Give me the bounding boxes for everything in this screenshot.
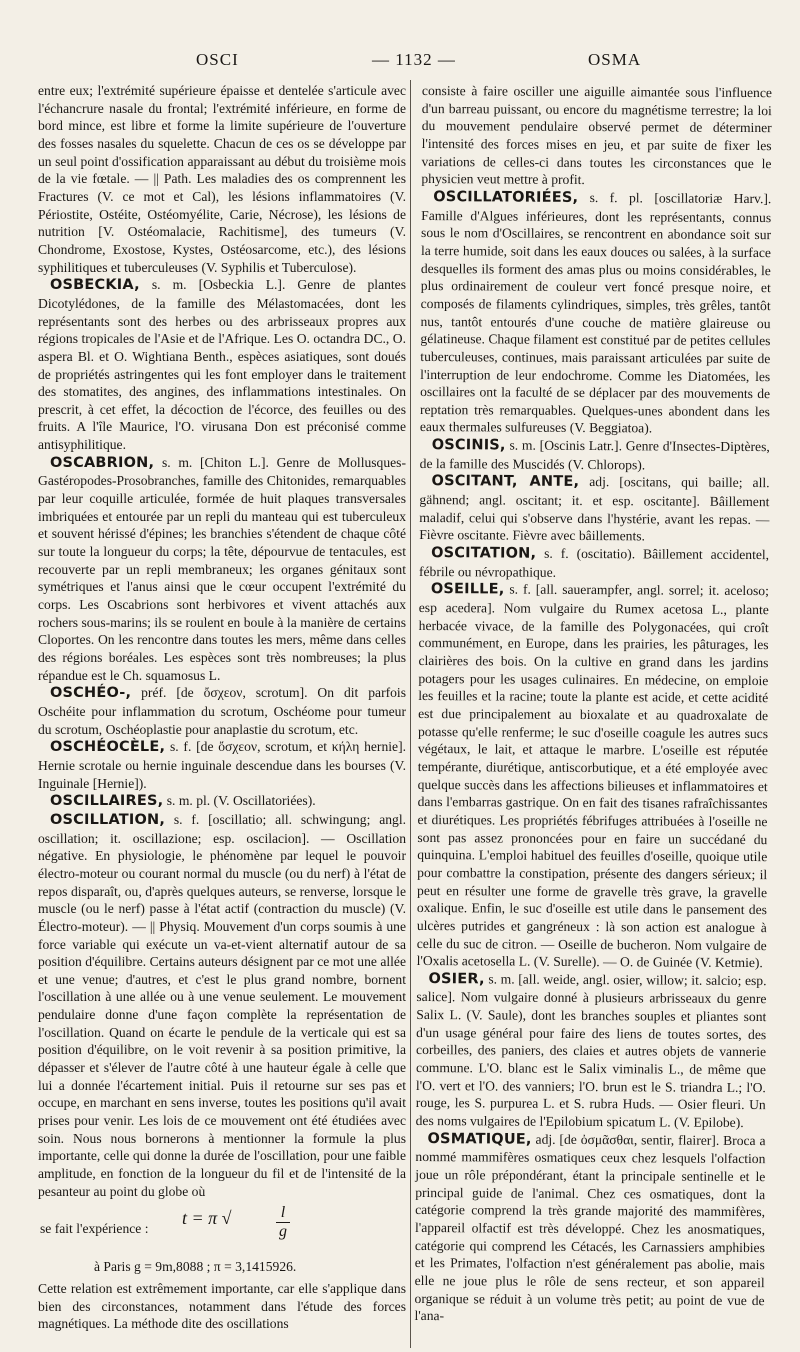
formula-numerator: l xyxy=(276,1204,290,1223)
headword: OSEILLE, xyxy=(430,581,505,598)
headword: OSCHÉO-, xyxy=(50,685,132,702)
headword: OSCITATION, xyxy=(431,545,537,562)
formula-denominator: g xyxy=(279,1223,287,1240)
page-number: — 1132 — xyxy=(372,50,456,69)
oscillation-continuation: consiste à faire osciller une aiguille aimantée sous l'influence d'un barreau puissant, ou encore du magnétisme terrestre; la loi du mouvement pendulaire observé permet de déterminer l'intensité des forces mises en jeu, et par suite de fixer les variations de celles-ci dans toutes les circonstances que le physicien veut mettre à profit. xyxy=(421,82,772,188)
definition: adj. [de ὀσμᾶσθαι, sentir, flairer]. Broca a nommé mammifères osmatiques ceux chez lesquels l'olfaction joue un rôle prépondérant, étant la principale sentinelle et le principal guide de l'animal. Chez ces osmatiques, dont la catégorie comprend la très grande majorité des mammifères, l'appareil olfactif est très développé. Chez les anosmatiques, catégorie qui comprend les Cétacés, les Carnassiers amphibies et les Primates, l'olfaction n'est généralement pas abolie, mais elle ne joue plus le rôle de sens recteur, et son appareil organique se réduit à un volume très petit; au point de vue de l'ana- xyxy=(414,1131,766,1324)
definition: s. f. [de ὄσχεον, scrotum, et κήλη hernie]. Hernie scrotale ou hernie inguinale descendue dans les bourses (V. Inguinale [Hernie]). xyxy=(38,739,406,791)
definition: préf. [de ὄσχεον, scrotum]. On dit parfois Oschéite pour inflammation du scrotum, Oschéome pour tumeur du scrotum, Oschéoplastie pour anaplastie du scrotum, etc. xyxy=(38,685,406,737)
definition: s. f. pl. [oscillatoriæ Harv.]. Famille d'Algues inférieures, dont les représentants, connus sous le nom d'Oscillaires, se rencontrent en abondance soit sur la terre humide, soit dans les eaux douces ou salées, à la surface desquelles ils forment des amas plus ou moins considérables, le plus ordinairement de couleur vert foncé presque noire, et composés de filaments cylindriques, simples, très grêles, tantôt nus, tantôt entourés d'une couche de matière glaireuse ou gélatineuse. Chaque filament est constitué par de petites cellules tuberculeuses, continues, mais paraissant articulées par suite de l'interruption de leur endochrome. Comme les Diatomées, les oscillaires ont la faculté de se déplacer par des mouvements de reptation très remarquables. Quelques-unes abondent dans les eaux thermales sulfureuses (V. Beggiatoa). xyxy=(419,189,772,436)
headword: OSCINIS, xyxy=(431,437,506,454)
entry-oscillation xyxy=(38,811,406,1200)
definition: s. m. [all. weide, angl. osier, willow; it. salcio; esp. salice]. Nom vulgaire donné à plusieurs arbrisseaux du genre Salix L. (V. Saule), dont les branches souples et pliantes sont d'un usage général pour faire des liens de toutes sortes, des corbeilles, des paniers, des claies et autres objets de vannerie commune. L'O. blanc est le Salix viminalis L., de même que l'O. vert et l'O. des vanniers; l'O. brun est le S. triandra L.; l'O. rouge, les S. purpurea L. et S. rubra Huds. — Osier fleuri. Un des noms vulgaires de l'Epilobium spicatum L. (V. Epilobe). xyxy=(415,971,767,1131)
definition: s. m. [Chiton L.]. Genre de Mollusques-Gastéropodes-Prosobranches, famille des Chitonides, remarquables par leur coquille articulée, formée de huit plaques transversales imbriquées et entourée par un repli du manteau qui est tuberculeux et souvent hérissé d'épines; les branchies s'étendent de chaque côté sur toute la longueur du corps; la tête, dépourvue de tentacules, est recouverte par un repli membraneux; les organes génitaux sont symétriques et l'anus ainsi que le cœur occupent l'extrémité du corps. Les Oscabrions sont herbivores et vivent attachés aux rochers sous-marins; ils se roulent en boule à la manière de certains Cloportes. On les rencontre dans toutes les mers, même dans celles des régions boréales. Les espèces sont très nombreuses; la plus répandue est le Ch. squamosus L. xyxy=(38,454,406,683)
entry-oscheocele xyxy=(38,738,406,792)
entry-oscitant xyxy=(419,472,769,546)
entry-oscillatoriees xyxy=(420,188,772,438)
entry-osmatique xyxy=(414,1130,765,1327)
pendulum-formula xyxy=(38,1204,406,1256)
entry-oseille xyxy=(417,580,769,972)
headword: OSCABRION, xyxy=(50,454,155,471)
entry-oscillaires xyxy=(38,792,406,811)
entry-osbeckia xyxy=(38,276,406,454)
formula-label: se fait l'expérience : xyxy=(40,1221,149,1237)
headword: OSCITANT, ANTE, xyxy=(431,473,580,491)
definition: s. m. [Oscinis Latr.]. Genre d'Insectes-Diptères, de la famille des Muscidés (V. Chlorops). xyxy=(419,437,770,473)
definition: s. m. pl. (V. Oscillatoriées). xyxy=(166,793,316,809)
headword: OSBECKIA, xyxy=(50,277,140,294)
bone-continuation: entre eux; l'extrémité supérieure épaisse et dentelée s'articule avec l'échancrure nasale du frontal; l'extrémité inférieure, en forme de bord mince, est libre et forme la limite supérieure de l'ouverture des fosses nasales du squelette. Chacun de ces os se développe par un seul point d'ossification apparaissant au début du troisième mois de la vie fœtale. — || Path. Les maladies des os comprennent les Fractures (V. ce mot et Cal), les lésions inflammatoires (V. Périostite, Ostéite, Ostéomyélite, Carie, Nécrose), les lésions de nutrition [V. Ostéomalacie, Rachitisme], des tumeurs (V. Chondrome, Exostose, Kystes, Ostéosarcome, etc.), des lésions syphilitiques et tuberculeuses (V. Syphilis et Tuberculose). xyxy=(38,83,406,275)
definition: s. f. [oscillatio; all. schwingung; angl. oscillation; it. oscillazione; esp. oscilacion]. — Oscillation négative. En physiologie, le phénomène par lequel le pouvoir électro-moteur ou courant normal du muscle (ou du nerf) à l'état de repos disparaît, ou, d'après quelques auteurs, se renverse, lorsque le muscle (ou le nerf) passe à l'état actif (contraction du muscle) (V. Électro-moteur). — || Physiq. Mouvement d'un corps soumis à une force variable qui exécute un va-et-vient alternatif autour de sa position d'équilibre. Certains auteurs désignent par ce mot une allée et une venue; d'autres, et c'est le plus grand nombre, bornent l'oscillation à une allée ou à une venue seulement. Le mouvement pendulaire donne d'une façon complète la représentation de l'oscillation. Quand on écarte le pendule de la verticale qui est sa position d'équilibre, on le voit revenir à sa position primitive, la dépasser et s'élever de l'autre côté à une hauteur égale à celle que lui a donnée l'écartement initial. Puis il retourne sur ses pas et occupe, en marchant en sens inverse, toutes les positions qu'il avait prises pour venir. Les lois de ce mouvement ont été étudiées avec soin. Nous nous bornerons à mentionner la formule la plus importante, celle qui donne la durée de l'oscillation, pour une faible amplitude, en fonction de la longueur du fil et de l'intensité de la pesanteur au point du globe où xyxy=(38,811,406,1199)
paris-constants: à Paris g = 9m,8088 ; π = 3,1415926. xyxy=(94,1259,297,1275)
entry-oscinis xyxy=(420,436,770,474)
page-header xyxy=(0,46,800,76)
header-left-word: OSCI xyxy=(196,50,239,69)
entry-osier xyxy=(416,970,767,1132)
headword: OSIER, xyxy=(428,970,485,988)
definition: adj. [oscitans, qui baille; all. gähnend; angl. oscitant; it. et esp. oscitante]. Bâillement maladif, celui qui s'observe dans l'hystérie, avant les repas. — Fièvre oscitante. Fièvre avec bâillements. xyxy=(419,474,770,544)
headword: OSCILLAIRES, xyxy=(50,793,164,810)
formula-fraction xyxy=(276,1204,290,1240)
entry-oscitation xyxy=(419,544,769,582)
definition: s. f. (oscitatio). Bâillement accidentel, fébrile ou névropathique. xyxy=(418,545,770,580)
entry-oscabrion xyxy=(38,454,406,685)
header-right-word: OSMA xyxy=(588,50,642,69)
headword: OSMATIQUE, xyxy=(427,1130,532,1148)
headword: OSCHÉOCÈLE, xyxy=(50,739,166,756)
column-divider xyxy=(410,80,411,1348)
headword: OSCILLATORIÉES, xyxy=(433,189,579,206)
formula-main: t = π √ xyxy=(182,1208,232,1229)
oscillation-closing: Cette relation est extrêmement importante, car elle s'applique dans bien des circonstances, notamment dans l'étude des forces magnétiques. La méthode dite des oscillations xyxy=(38,1281,406,1332)
left-column xyxy=(38,82,406,1333)
definition: s. f. [all. sauerampfer, angl. sorrel; it. aceloso; esp acedera]. Nom vulgaire du Rumex acetosa L., plante herbacée vivace, de la famille des Polygonacées, qui croît communément, en Europe, dans les prairies, les pâturages, les clairières des bois. On la cultive en grand dans les jardins potagers pour les usages culinaires. En médecine, on emploie les feuilles et la racine; toute la plante est acide, et cette acidité est due principalement au bioxalate et au quadroxalate de potasse qu'elle renferme; le suc d'oseille coagule les autres sucs végétaux, le lait, et attaque le marbre. L'oseille est réputée tempérante, diurétique, antiscorbutique, et a été employée avec quelque succès dans les affections bilieuses et inflammatoires et dans l'embarras gastrique. On en fait des tisanes rafraîchissantes et diurétiques. Les propriétés fébrifuges attribuées à l'oseille ne sont pas assez prononcées pour en faire un succédané du quinquina. L'emploi habituel des feuilles d'oseille, quoique utile pour combattre la constipation, présente des dangers sérieux; il peut en résulter une forme de gravelle très grave, la gravelle oxalique. Enfin, le suc d'oseille est utile dans le pansement des ulcères putrides et gangréneux : là son action est analogue à celle du suc de citron. — Oseille de bucheron. Nom vulgaire de l'Oxalis acetosella L. (V. Surelle). — O. de Guinée (V. Ketmie). xyxy=(416,581,769,971)
right-column xyxy=(414,82,772,1327)
headword: OSCILLATION, xyxy=(50,811,166,828)
definition: s. m. [Osbeckia L.]. Genre de plantes Dicotylédones, de la famille des Mélastomacées, dont les représentants sont des herbes ou des arbrisseaux propres aux régions tropicales de l'Asie et de l'Afrique. Les O. octandra DC., O. aspera Bl. et O. Wightiana Benth., espèces asiatiques, sont doués de propriétés astringentes qui les font employer dans le traitement des stomatites, des angines, des inflammations intestinales. On prescrit, à cet effet, la décoction de l'écorce, des feuilles ou des fruits. A l'île Maurice, l'O. virusana Don est préconisé comme antisyphilitique. xyxy=(38,277,407,453)
entry-oscheo xyxy=(38,684,406,738)
